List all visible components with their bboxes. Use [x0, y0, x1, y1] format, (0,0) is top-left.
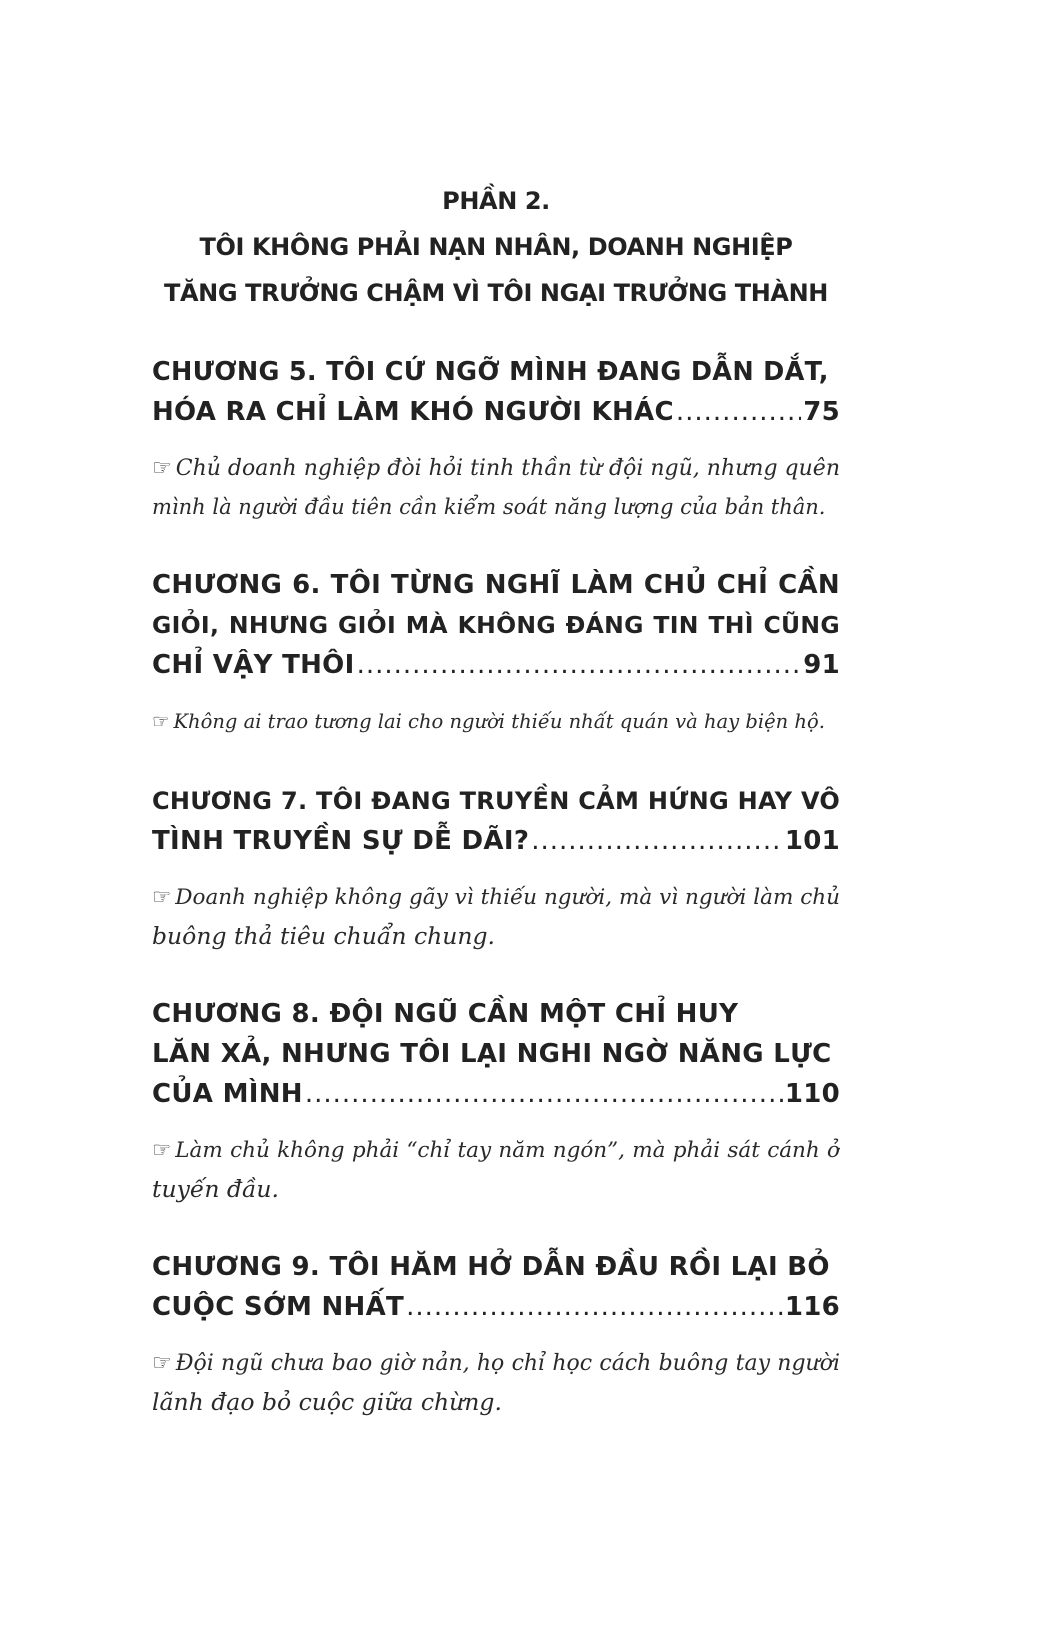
summary-line: mình là người đầu tiên cần kiểm soát năng lượng của bản thân. — [152, 495, 826, 519]
toc-entry-chapter-5[interactable] — [152, 352, 840, 526]
pointing-hand-icon: ☞ — [152, 456, 172, 481]
page-number: 91 — [803, 650, 840, 680]
toc-entry-chapter-8[interactable] — [152, 994, 840, 1208]
chapter-title-last-line — [152, 1074, 840, 1114]
chapter-summary — [152, 703, 840, 741]
pointing-hand-icon: ☞ — [152, 885, 172, 910]
part-number: PHẦN 2. — [442, 187, 550, 215]
chapter-title-last-line — [152, 1287, 840, 1327]
page-number: 75 — [803, 397, 840, 427]
dot-leader — [357, 645, 802, 685]
dot-leader — [676, 392, 801, 432]
page-number: 101 — [784, 826, 840, 856]
dot-leader — [406, 1287, 783, 1327]
summary-line: buông thả tiêu chuẩn chung. — [152, 922, 496, 950]
chapter-title-line: CHƯƠNG 6. TÔI TỪNG NGHĨ LÀM CHỦ CHỈ CẦN — [152, 570, 840, 600]
chapter-title-line: CHƯƠNG 7. TÔI ĐANG TRUYỀN CẢM HỨNG HAY VÔ — [152, 787, 840, 815]
page-number: 110 — [784, 1079, 840, 1109]
chapter-summary — [152, 1132, 840, 1208]
chapter-summary — [152, 1345, 840, 1421]
summary-line: lãnh đạo bỏ cuộc giữa chừng. — [152, 1388, 502, 1416]
chapter-title-text: HÓA RA CHỈ LÀM KHÓ NGƯỜI KHÁC — [152, 397, 674, 427]
summary-line: Doanh nghiệp không gãy vì thiếu người, mà vì người làm chủ — [175, 885, 840, 910]
page-number: 116 — [784, 1292, 840, 1322]
toc-entry-chapter-9[interactable] — [152, 1247, 840, 1421]
chapter-title-line: LĂN XẢ, NHƯNG TÔI LẠI NGHI NGỜ NĂNG LỰC — [152, 1039, 832, 1069]
summary-line: tuyến đầu. — [152, 1175, 279, 1203]
dot-leader — [305, 1074, 783, 1114]
chapter-title-line: GIỎI, NHƯNG GIỎI MÀ KHÔNG ĐÁNG TIN THÌ CŨNG — [152, 611, 840, 639]
toc-entry-chapter-6[interactable] — [152, 565, 840, 741]
chapter-title-text: CUỘC SỚM NHẤT — [152, 1292, 405, 1322]
summary-line: Đội ngũ chưa bao giờ nản, họ chỉ học cách buông tay người — [175, 1351, 840, 1376]
chapter-title-line: CHƯƠNG 8. ĐỘI NGŨ CẦN MỘT CHỈ HUY — [152, 999, 739, 1029]
pointing-hand-icon: ☞ — [152, 710, 170, 733]
chapter-title-text: TÌNH TRUYỀN SỰ DỄ DÃI? — [152, 826, 530, 856]
toc-entry-chapter-7[interactable] — [152, 781, 840, 955]
chapter-title-line: CHƯƠNG 5. TÔI CỨ NGỠ MÌNH ĐANG DẪN DẮT, — [152, 357, 829, 387]
chapter-title-text: CHỈ VẬY THÔI — [152, 650, 355, 680]
part-title-line-2: TĂNG TRƯỞNG CHẬM VÌ TÔI NGẠI TRƯỞNG THÀNH — [164, 279, 828, 307]
pointing-hand-icon: ☞ — [152, 1138, 172, 1163]
summary-line: Chủ doanh nghiệp đòi hỏi tinh thần từ đội ngũ, nhưng quên — [175, 456, 840, 481]
chapter-summary — [152, 879, 840, 955]
dot-leader — [531, 821, 783, 861]
pointing-hand-icon: ☞ — [152, 1351, 172, 1376]
chapter-title-text: CỦA MÌNH — [152, 1079, 303, 1109]
part-title-line-1: TÔI KHÔNG PHẢI NẠN NHÂN, DOANH NGHIỆP — [199, 233, 793, 261]
chapter-summary — [152, 450, 840, 526]
chapter-title-last-line — [152, 645, 840, 685]
summary-line: Làm chủ không phải “chỉ tay năm ngón”, mà phải sát cánh ở — [175, 1138, 840, 1163]
part-header — [152, 178, 840, 316]
chapter-title-last-line — [152, 392, 840, 432]
chapter-title-last-line — [152, 821, 840, 861]
summary-line: Không ai trao tương lai cho người thiếu nhất quán và hay biện hộ. — [173, 710, 825, 733]
chapter-title-line: CHƯƠNG 9. TÔI HĂM HỞ DẪN ĐẦU RỒI LẠI BỎ — [152, 1252, 830, 1282]
